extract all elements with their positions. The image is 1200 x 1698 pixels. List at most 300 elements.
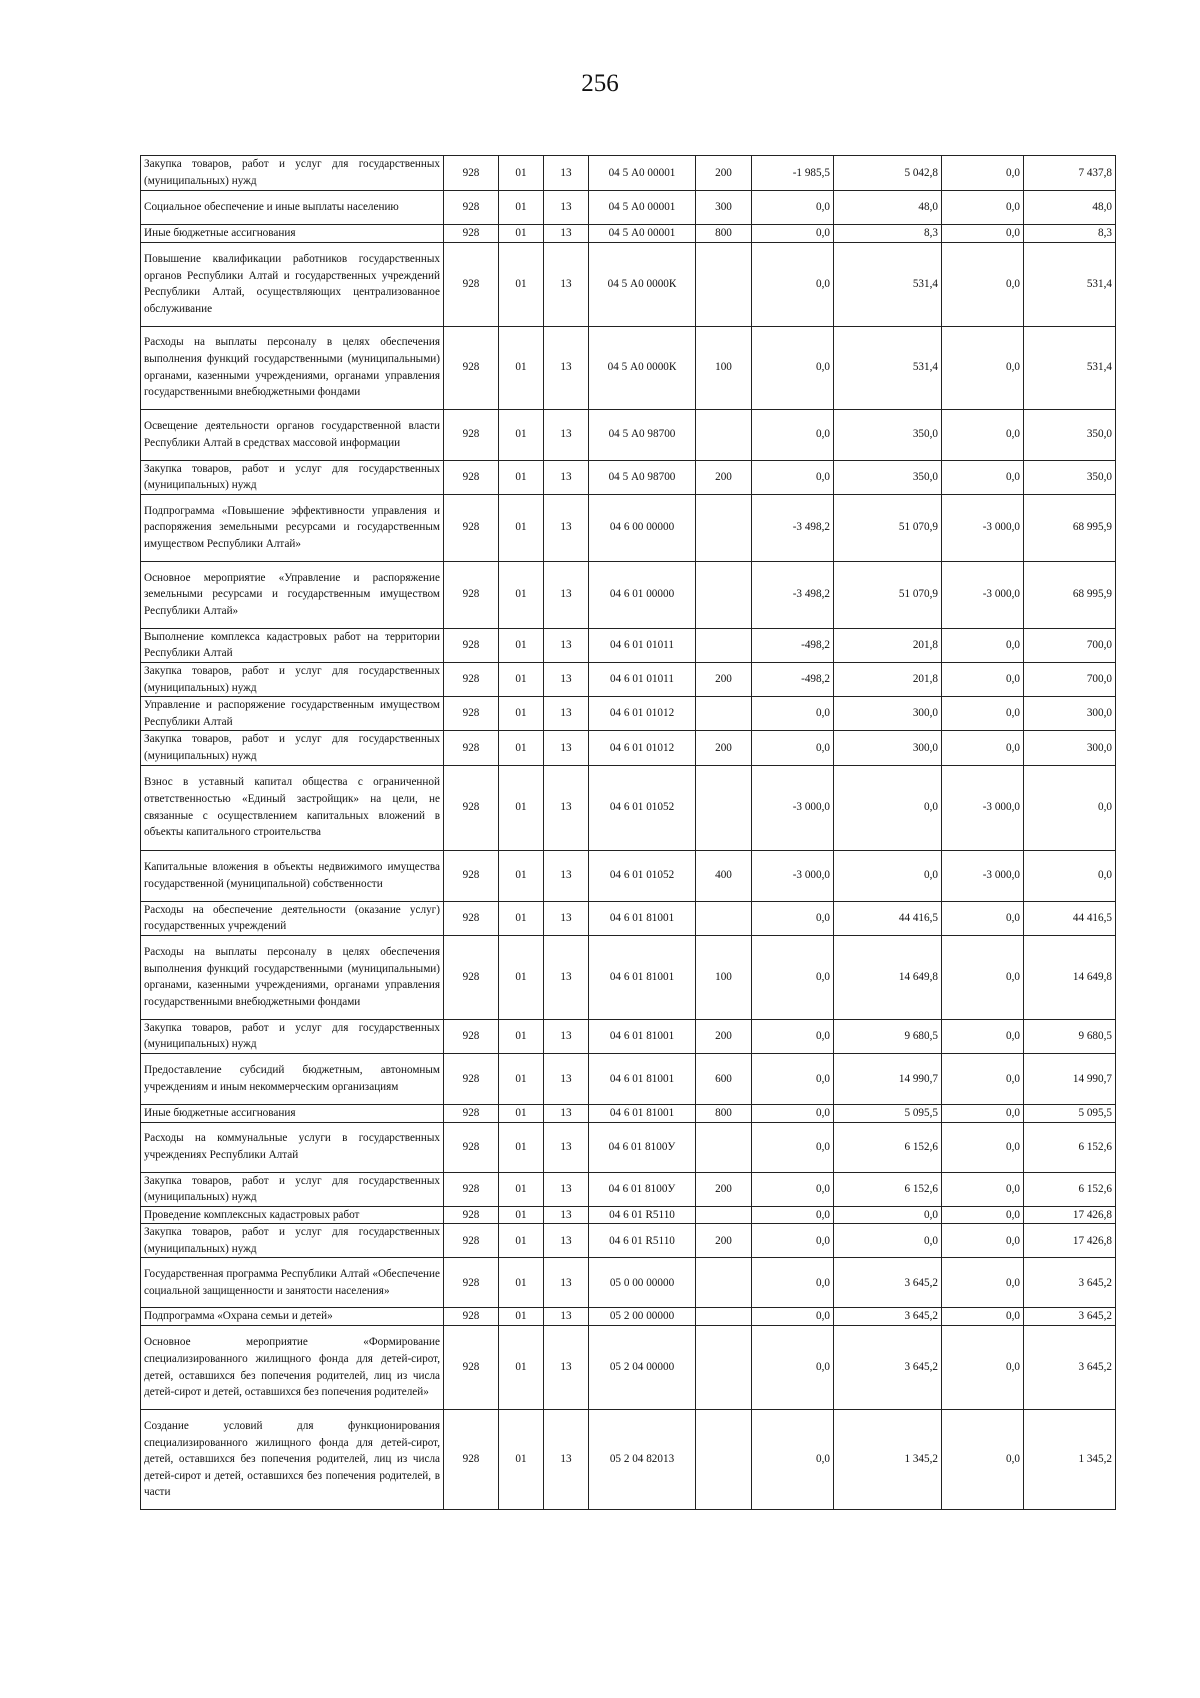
target-article-code: 04 6 01 01012 bbox=[589, 697, 696, 731]
amount-2: 201,8 bbox=[834, 662, 942, 696]
expense-type-code: 100 bbox=[696, 935, 752, 1019]
subsection-code: 13 bbox=[544, 697, 589, 731]
section-code: 01 bbox=[499, 1053, 544, 1104]
amount-change-2: 0,0 bbox=[942, 242, 1024, 326]
section-code: 01 bbox=[499, 662, 544, 696]
amount-change: -498,2 bbox=[752, 662, 834, 696]
section-code: 01 bbox=[499, 1410, 544, 1510]
row-name: Подпрограмма «Охрана семьи и детей» bbox=[141, 1308, 444, 1326]
amount-2: 300,0 bbox=[834, 697, 942, 731]
amount-change-2: 0,0 bbox=[942, 1172, 1024, 1206]
subsection-code: 13 bbox=[544, 1308, 589, 1326]
target-article-code: 04 6 01 00000 bbox=[589, 561, 696, 628]
amount-change: 0,0 bbox=[752, 935, 834, 1019]
amount-change-2: 0,0 bbox=[942, 225, 1024, 243]
target-article-code: 04 6 01 81001 bbox=[589, 1019, 696, 1053]
amount-total: 6 152,6 bbox=[1024, 1172, 1116, 1206]
grbs-code: 928 bbox=[444, 191, 499, 225]
subsection-code: 13 bbox=[544, 765, 589, 850]
expense-type-code bbox=[696, 494, 752, 561]
amount-total: 0,0 bbox=[1024, 765, 1116, 850]
amount-total: 14 990,7 bbox=[1024, 1053, 1116, 1104]
grbs-code: 928 bbox=[444, 326, 499, 409]
grbs-code: 928 bbox=[444, 409, 499, 460]
row-name: Закупка товаров, работ и услуг для государственных (муниципальных) нужд bbox=[141, 460, 444, 494]
amount-change: 0,0 bbox=[752, 1019, 834, 1053]
row-name: Повышение квалификации работников государственных органов Республики Алтай и государственных учреждений Республики Алтай, осуществляющих централизованное обслуживание bbox=[141, 242, 444, 326]
amount-change-2: 0,0 bbox=[942, 1308, 1024, 1326]
expense-type-code: 200 bbox=[696, 156, 752, 191]
table-row bbox=[141, 326, 1116, 409]
amount-change: 0,0 bbox=[752, 460, 834, 494]
section-code: 01 bbox=[499, 1172, 544, 1206]
table-row bbox=[141, 494, 1116, 561]
expense-type-code bbox=[696, 1258, 752, 1308]
amount-change: -498,2 bbox=[752, 628, 834, 662]
table-row bbox=[141, 1206, 1116, 1224]
target-article-code: 05 0 00 00000 bbox=[589, 1258, 696, 1308]
grbs-code: 928 bbox=[444, 731, 499, 765]
expense-type-code: 600 bbox=[696, 1053, 752, 1104]
amount-total: 9 680,5 bbox=[1024, 1019, 1116, 1053]
expense-type-code bbox=[696, 409, 752, 460]
amount-change: 0,0 bbox=[752, 1258, 834, 1308]
subsection-code: 13 bbox=[544, 409, 589, 460]
table-row bbox=[141, 765, 1116, 850]
target-article-code: 04 5 А0 00001 bbox=[589, 191, 696, 225]
amount-change-2: 0,0 bbox=[942, 1206, 1024, 1224]
amount-total: 17 426,8 bbox=[1024, 1224, 1116, 1258]
expense-type-code bbox=[696, 1122, 752, 1172]
section-code: 01 bbox=[499, 901, 544, 935]
amount-change: -3 000,0 bbox=[752, 765, 834, 850]
amount-change-2: 0,0 bbox=[942, 460, 1024, 494]
row-name: Закупка товаров, работ и услуг для государственных (муниципальных) нужд bbox=[141, 1224, 444, 1258]
row-name: Закупка товаров, работ и услуг для государственных (муниципальных) нужд bbox=[141, 1019, 444, 1053]
amount-total: 3 645,2 bbox=[1024, 1308, 1116, 1326]
row-name: Создание условий для функционирования специализированного жилищного фонда для детей-сирот, детей, оставшихся без попечения родителей, лиц из числа детей-сирот и детей, оставшихся без попечения родителей, в части bbox=[141, 1410, 444, 1510]
amount-change-2: -3 000,0 bbox=[942, 561, 1024, 628]
row-name: Предоставление субсидий бюджетным, автономным учреждениям и иным некоммерческим организациям bbox=[141, 1053, 444, 1104]
grbs-code: 928 bbox=[444, 561, 499, 628]
amount-2: 3 645,2 bbox=[834, 1326, 942, 1410]
page-number: 256 bbox=[581, 70, 619, 97]
row-name: Подпрограмма «Повышение эффективности управления и распоряжения земельными ресурсами и государственным имуществом Республики Алтай» bbox=[141, 494, 444, 561]
amount-total: 7 437,8 bbox=[1024, 156, 1116, 191]
target-article-code: 04 6 01 81001 bbox=[589, 901, 696, 935]
amount-change-2: 0,0 bbox=[942, 1258, 1024, 1308]
target-article-code: 04 5 А0 00001 bbox=[589, 156, 696, 191]
expense-type-code bbox=[696, 1206, 752, 1224]
row-name: Расходы на коммунальные услуги в государственных учреждениях Республики Алтай bbox=[141, 1122, 444, 1172]
amount-change-2: 0,0 bbox=[942, 901, 1024, 935]
grbs-code: 928 bbox=[444, 1308, 499, 1326]
table-row bbox=[141, 1308, 1116, 1326]
table-row bbox=[141, 1326, 1116, 1410]
amount-change: 0,0 bbox=[752, 1122, 834, 1172]
row-name: Основное мероприятие «Формирование специализированного жилищного фонда для детей-сирот, детей, оставшихся без попечения родителей, лиц из числа детей-сирот и детей, оставшихся без попечения родителей» bbox=[141, 1326, 444, 1410]
amount-2: 14 990,7 bbox=[834, 1053, 942, 1104]
expense-type-code bbox=[696, 1308, 752, 1326]
amount-change: 0,0 bbox=[752, 326, 834, 409]
table-row bbox=[141, 850, 1116, 901]
amount-2: 350,0 bbox=[834, 409, 942, 460]
table-row bbox=[141, 935, 1116, 1019]
table-row bbox=[141, 731, 1116, 765]
table-row bbox=[141, 1104, 1116, 1122]
row-name: Иные бюджетные ассигнования bbox=[141, 1104, 444, 1122]
grbs-code: 928 bbox=[444, 662, 499, 696]
amount-change-2: 0,0 bbox=[942, 1104, 1024, 1122]
section-code: 01 bbox=[499, 765, 544, 850]
amount-2: 3 645,2 bbox=[834, 1258, 942, 1308]
amount-change-2: 0,0 bbox=[942, 1053, 1024, 1104]
target-article-code: 04 6 01 01012 bbox=[589, 731, 696, 765]
expense-type-code: 200 bbox=[696, 460, 752, 494]
amount-2: 44 416,5 bbox=[834, 901, 942, 935]
amount-2: 0,0 bbox=[834, 1224, 942, 1258]
expense-type-code bbox=[696, 697, 752, 731]
amount-change-2: 0,0 bbox=[942, 662, 1024, 696]
grbs-code: 928 bbox=[444, 156, 499, 191]
amount-2: 5 095,5 bbox=[834, 1104, 942, 1122]
section-code: 01 bbox=[499, 1122, 544, 1172]
amount-change-2: 0,0 bbox=[942, 191, 1024, 225]
expense-type-code bbox=[696, 628, 752, 662]
amount-2: 0,0 bbox=[834, 765, 942, 850]
row-name: Иные бюджетные ассигнования bbox=[141, 225, 444, 243]
expense-type-code: 200 bbox=[696, 1224, 752, 1258]
amount-total: 1 345,2 bbox=[1024, 1410, 1116, 1510]
expense-type-code bbox=[696, 1326, 752, 1410]
amount-change-2: 0,0 bbox=[942, 935, 1024, 1019]
amount-change-2: 0,0 bbox=[942, 326, 1024, 409]
amount-total: 17 426,8 bbox=[1024, 1206, 1116, 1224]
target-article-code: 04 6 01 81001 bbox=[589, 1104, 696, 1122]
table-row bbox=[141, 409, 1116, 460]
section-code: 01 bbox=[499, 326, 544, 409]
expense-type-code: 200 bbox=[696, 1019, 752, 1053]
section-code: 01 bbox=[499, 242, 544, 326]
section-code: 01 bbox=[499, 191, 544, 225]
expense-type-code: 200 bbox=[696, 662, 752, 696]
subsection-code: 13 bbox=[544, 1122, 589, 1172]
subsection-code: 13 bbox=[544, 156, 589, 191]
expense-type-code bbox=[696, 1410, 752, 1510]
amount-change: 0,0 bbox=[752, 731, 834, 765]
grbs-code: 928 bbox=[444, 1172, 499, 1206]
grbs-code: 928 bbox=[444, 460, 499, 494]
amount-change: 0,0 bbox=[752, 1410, 834, 1510]
amount-change-2: 0,0 bbox=[942, 697, 1024, 731]
amount-2: 1 345,2 bbox=[834, 1410, 942, 1510]
amount-total: 531,4 bbox=[1024, 242, 1116, 326]
target-article-code: 04 6 01 01011 bbox=[589, 662, 696, 696]
section-code: 01 bbox=[499, 1308, 544, 1326]
amount-change-2: -3 000,0 bbox=[942, 765, 1024, 850]
grbs-code: 928 bbox=[444, 1410, 499, 1510]
table-row bbox=[141, 628, 1116, 662]
amount-2: 300,0 bbox=[834, 731, 942, 765]
target-article-code: 04 5 А0 0000К bbox=[589, 326, 696, 409]
table-row bbox=[141, 1410, 1116, 1510]
amount-total: 350,0 bbox=[1024, 409, 1116, 460]
section-code: 01 bbox=[499, 731, 544, 765]
grbs-code: 928 bbox=[444, 850, 499, 901]
amount-total: 350,0 bbox=[1024, 460, 1116, 494]
amount-2: 0,0 bbox=[834, 1206, 942, 1224]
subsection-code: 13 bbox=[544, 662, 589, 696]
section-code: 01 bbox=[499, 697, 544, 731]
target-article-code: 04 5 А0 98700 bbox=[589, 460, 696, 494]
section-code: 01 bbox=[499, 1019, 544, 1053]
amount-change: 0,0 bbox=[752, 697, 834, 731]
target-article-code: 04 6 01 R5110 bbox=[589, 1206, 696, 1224]
amount-total: 14 649,8 bbox=[1024, 935, 1116, 1019]
subsection-code: 13 bbox=[544, 561, 589, 628]
grbs-code: 928 bbox=[444, 1104, 499, 1122]
expense-type-code: 200 bbox=[696, 1172, 752, 1206]
section-code: 01 bbox=[499, 628, 544, 662]
amount-total: 48,0 bbox=[1024, 191, 1116, 225]
amount-total: 0,0 bbox=[1024, 850, 1116, 901]
target-article-code: 04 6 01 01052 bbox=[589, 765, 696, 850]
amount-total: 700,0 bbox=[1024, 628, 1116, 662]
grbs-code: 928 bbox=[444, 1122, 499, 1172]
expense-type-code bbox=[696, 242, 752, 326]
table-row bbox=[141, 561, 1116, 628]
amount-change-2: 0,0 bbox=[942, 1410, 1024, 1510]
grbs-code: 928 bbox=[444, 901, 499, 935]
section-code: 01 bbox=[499, 156, 544, 191]
amount-change: 0,0 bbox=[752, 1224, 834, 1258]
table-body bbox=[141, 156, 1116, 1510]
amount-change-2: -3 000,0 bbox=[942, 850, 1024, 901]
subsection-code: 13 bbox=[544, 1206, 589, 1224]
subsection-code: 13 bbox=[544, 1258, 589, 1308]
subsection-code: 13 bbox=[544, 460, 589, 494]
amount-total: 8,3 bbox=[1024, 225, 1116, 243]
grbs-code: 928 bbox=[444, 628, 499, 662]
amount-2: 51 070,9 bbox=[834, 494, 942, 561]
grbs-code: 928 bbox=[444, 1224, 499, 1258]
subsection-code: 13 bbox=[544, 494, 589, 561]
row-name: Проведение комплексных кадастровых работ bbox=[141, 1206, 444, 1224]
budget-table bbox=[140, 155, 1116, 1510]
row-name: Закупка товаров, работ и услуг для государственных (муниципальных) нужд bbox=[141, 731, 444, 765]
target-article-code: 04 6 01 81001 bbox=[589, 1053, 696, 1104]
row-name: Выполнение комплекса кадастровых работ на территории Республики Алтай bbox=[141, 628, 444, 662]
amount-change: 0,0 bbox=[752, 1206, 834, 1224]
amount-change-2: 0,0 bbox=[942, 1224, 1024, 1258]
section-code: 01 bbox=[499, 1206, 544, 1224]
grbs-code: 928 bbox=[444, 935, 499, 1019]
table-row bbox=[141, 242, 1116, 326]
amount-2: 6 152,6 bbox=[834, 1172, 942, 1206]
grbs-code: 928 bbox=[444, 765, 499, 850]
amount-2: 6 152,6 bbox=[834, 1122, 942, 1172]
amount-total: 3 645,2 bbox=[1024, 1326, 1116, 1410]
amount-change-2: -3 000,0 bbox=[942, 494, 1024, 561]
grbs-code: 928 bbox=[444, 1019, 499, 1053]
target-article-code: 04 6 01 81001 bbox=[589, 935, 696, 1019]
section-code: 01 bbox=[499, 409, 544, 460]
subsection-code: 13 bbox=[544, 935, 589, 1019]
target-article-code: 05 2 04 00000 bbox=[589, 1326, 696, 1410]
amount-change: 0,0 bbox=[752, 1104, 834, 1122]
grbs-code: 928 bbox=[444, 242, 499, 326]
amount-2: 531,4 bbox=[834, 242, 942, 326]
amount-total: 300,0 bbox=[1024, 731, 1116, 765]
amount-change: 0,0 bbox=[752, 409, 834, 460]
table-row bbox=[141, 1019, 1116, 1053]
subsection-code: 13 bbox=[544, 1104, 589, 1122]
section-code: 01 bbox=[499, 1258, 544, 1308]
subsection-code: 13 bbox=[544, 1172, 589, 1206]
grbs-code: 928 bbox=[444, 1258, 499, 1308]
amount-2: 0,0 bbox=[834, 850, 942, 901]
amount-change: 0,0 bbox=[752, 1326, 834, 1410]
subsection-code: 13 bbox=[544, 1410, 589, 1510]
amount-change-2: 0,0 bbox=[942, 731, 1024, 765]
amount-total: 300,0 bbox=[1024, 697, 1116, 731]
amount-change: -1 985,5 bbox=[752, 156, 834, 191]
section-code: 01 bbox=[499, 561, 544, 628]
target-article-code: 04 5 А0 0000К bbox=[589, 242, 696, 326]
row-name: Взнос в уставный капитал общества с ограниченной ответственностью «Единый застройщик» на цели, не связанные с осуществлением капитальных вложений в объекты капитального строительства bbox=[141, 765, 444, 850]
table-row bbox=[141, 1122, 1116, 1172]
grbs-code: 928 bbox=[444, 1053, 499, 1104]
amount-total: 68 995,9 bbox=[1024, 561, 1116, 628]
row-name: Расходы на обеспечение деятельности (оказание услуг) государственных учреждений bbox=[141, 901, 444, 935]
expense-type-code: 800 bbox=[696, 225, 752, 243]
target-article-code: 04 5 А0 98700 bbox=[589, 409, 696, 460]
table-row bbox=[141, 1224, 1116, 1258]
table-row bbox=[141, 662, 1116, 696]
expense-type-code: 100 bbox=[696, 326, 752, 409]
amount-change-2: 0,0 bbox=[942, 1326, 1024, 1410]
amount-change: 0,0 bbox=[752, 1172, 834, 1206]
table-row bbox=[141, 460, 1116, 494]
target-article-code: 04 6 01 8100У bbox=[589, 1122, 696, 1172]
expense-type-code bbox=[696, 901, 752, 935]
amount-change: 0,0 bbox=[752, 242, 834, 326]
table-row bbox=[141, 1172, 1116, 1206]
amount-change: -3 498,2 bbox=[752, 561, 834, 628]
expense-type-code: 400 bbox=[696, 850, 752, 901]
target-article-code: 04 6 01 R5110 bbox=[589, 1224, 696, 1258]
amount-change: 0,0 bbox=[752, 901, 834, 935]
amount-total: 531,4 bbox=[1024, 326, 1116, 409]
subsection-code: 13 bbox=[544, 901, 589, 935]
subsection-code: 13 bbox=[544, 1019, 589, 1053]
amount-total: 68 995,9 bbox=[1024, 494, 1116, 561]
amount-change-2: 0,0 bbox=[942, 1019, 1024, 1053]
row-name: Управление и распоряжение государственным имуществом Республики Алтай bbox=[141, 697, 444, 731]
amount-2: 14 649,8 bbox=[834, 935, 942, 1019]
table-row bbox=[141, 697, 1116, 731]
expense-type-code: 200 bbox=[696, 731, 752, 765]
row-name: Закупка товаров, работ и услуг для государственных (муниципальных) нужд bbox=[141, 156, 444, 191]
expense-type-code: 800 bbox=[696, 1104, 752, 1122]
target-article-code: 05 2 00 00000 bbox=[589, 1308, 696, 1326]
target-article-code: 04 6 01 8100У bbox=[589, 1172, 696, 1206]
row-name: Социальное обеспечение и иные выплаты населению bbox=[141, 191, 444, 225]
expense-type-code: 300 bbox=[696, 191, 752, 225]
row-name: Капитальные вложения в объекты недвижимого имущества государственной (муниципальной) собственности bbox=[141, 850, 444, 901]
table-row bbox=[141, 901, 1116, 935]
amount-change: 0,0 bbox=[752, 191, 834, 225]
amount-total: 3 645,2 bbox=[1024, 1258, 1116, 1308]
amount-total: 6 152,6 bbox=[1024, 1122, 1116, 1172]
amount-change: -3 000,0 bbox=[752, 850, 834, 901]
table-row bbox=[141, 1258, 1116, 1308]
section-code: 01 bbox=[499, 1104, 544, 1122]
row-name: Освещение деятельности органов государственной власти Республики Алтай в средствах массовой информации bbox=[141, 409, 444, 460]
row-name: Государственная программа Республики Алтай «Обеспечение социальной защищенности и занятости населения» bbox=[141, 1258, 444, 1308]
subsection-code: 13 bbox=[544, 731, 589, 765]
amount-change-2: 0,0 bbox=[942, 1122, 1024, 1172]
amount-total: 44 416,5 bbox=[1024, 901, 1116, 935]
amount-change: 0,0 bbox=[752, 1308, 834, 1326]
subsection-code: 13 bbox=[544, 225, 589, 243]
amount-change: -3 498,2 bbox=[752, 494, 834, 561]
amount-total: 700,0 bbox=[1024, 662, 1116, 696]
amount-2: 350,0 bbox=[834, 460, 942, 494]
expense-type-code bbox=[696, 765, 752, 850]
section-code: 01 bbox=[499, 225, 544, 243]
amount-2: 3 645,2 bbox=[834, 1308, 942, 1326]
amount-2: 9 680,5 bbox=[834, 1019, 942, 1053]
row-name: Расходы на выплаты персоналу в целях обеспечения выполнения функций государственными (муниципальными) органами, казенными учреждениями, органами управления государственными внебюджетными фондами bbox=[141, 326, 444, 409]
amount-change: 0,0 bbox=[752, 225, 834, 243]
subsection-code: 13 bbox=[544, 191, 589, 225]
target-article-code: 05 2 04 82013 bbox=[589, 1410, 696, 1510]
amount-change-2: 0,0 bbox=[942, 628, 1024, 662]
target-article-code: 04 6 01 01011 bbox=[589, 628, 696, 662]
section-code: 01 bbox=[499, 494, 544, 561]
amount-total: 5 095,5 bbox=[1024, 1104, 1116, 1122]
subsection-code: 13 bbox=[544, 242, 589, 326]
target-article-code: 04 6 00 00000 bbox=[589, 494, 696, 561]
grbs-code: 928 bbox=[444, 697, 499, 731]
section-code: 01 bbox=[499, 1326, 544, 1410]
subsection-code: 13 bbox=[544, 1224, 589, 1258]
grbs-code: 928 bbox=[444, 1326, 499, 1410]
row-name: Основное мероприятие «Управление и распоряжение земельными ресурсами и государственным имуществом Республики Алтай» bbox=[141, 561, 444, 628]
section-code: 01 bbox=[499, 460, 544, 494]
row-name: Закупка товаров, работ и услуг для государственных (муниципальных) нужд bbox=[141, 662, 444, 696]
amount-2: 5 042,8 bbox=[834, 156, 942, 191]
grbs-code: 928 bbox=[444, 494, 499, 561]
target-article-code: 04 6 01 01052 bbox=[589, 850, 696, 901]
amount-2: 201,8 bbox=[834, 628, 942, 662]
subsection-code: 13 bbox=[544, 628, 589, 662]
grbs-code: 928 bbox=[444, 225, 499, 243]
grbs-code: 928 bbox=[444, 1206, 499, 1224]
row-name: Расходы на выплаты персоналу в целях обеспечения выполнения функций государственными (муниципальными) органами, казенными учреждениями, органами управления государственными внебюджетными фондами bbox=[141, 935, 444, 1019]
amount-change-2: 0,0 bbox=[942, 156, 1024, 191]
row-name: Закупка товаров, работ и услуг для государственных (муниципальных) нужд bbox=[141, 1172, 444, 1206]
section-code: 01 bbox=[499, 850, 544, 901]
subsection-code: 13 bbox=[544, 1326, 589, 1410]
amount-change-2: 0,0 bbox=[942, 409, 1024, 460]
expense-type-code bbox=[696, 561, 752, 628]
section-code: 01 bbox=[499, 935, 544, 1019]
subsection-code: 13 bbox=[544, 850, 589, 901]
table-row bbox=[141, 225, 1116, 243]
target-article-code: 04 5 А0 00001 bbox=[589, 225, 696, 243]
